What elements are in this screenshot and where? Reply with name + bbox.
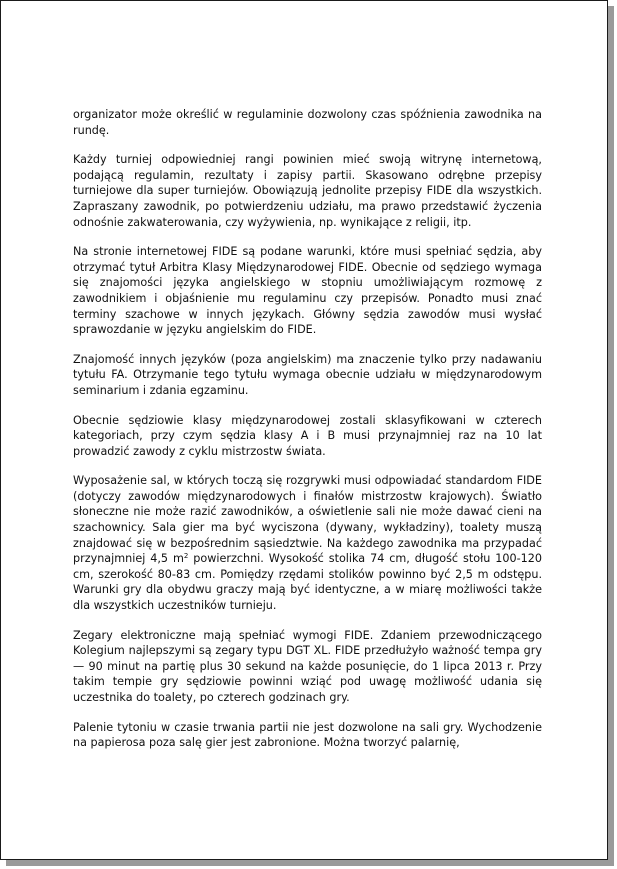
paragraph-tournament-website: Każdy turniej odpowiedniej rangi powinien mieć swoją witrynę internetową, podającą regulamin, rezultaty i zapisy partii. Skasowano odrębne przepisy turniejowe dla super turniejów. Obowiązują jednolite przepisy FIDE dla wszystkich. Zapraszany zawodnik, po potwierdzeniu udziału, ma prawo przedstawić życzenia odnośnie zakwaterowania, czy wyżywienia, np. wynikające z religii, itp.: [73, 153, 542, 229]
paragraph-arbiter-categories: Obecnie sędziowie klasy międzynarodowej zostali sklasyfikowani w czterech kategoriach, przy czym sędzia klasy A i B musi przynajmniej raz na 10 lat prowadzić zawody z cyklu mistrzostw świata.: [73, 413, 542, 458]
paragraph-smoking: Palenie tytoniu w czasie trwania partii nie jest dozwolone na sali gry. Wychodzenie na papierosa poza salę gier jest zabronione. Można tworzyć palarnię,: [73, 720, 542, 750]
area-unit-superscript: 2: [183, 552, 189, 561]
playing-hall-text-after: powierzchni. Wysokość stolika 74 cm, długość stołu 100-120 cm, szerokość 80-83 cm. Pomiędzy rzędami stolików powinno być 2,5 m odstępu. Warunki gry dla obydwu graczy mają być identyczne, a w miarę możliwości także dla wszystkich uczestników turnieju.: [73, 552, 543, 613]
paragraph-playing-hall: [73, 473, 542, 613]
paragraph-late-arrival: organizator może określić w regulaminie dozwolony czas spóźnienia zawodnika na rundę.: [73, 108, 542, 137]
paragraph-clocks: Zegary elektroniczne mają spełniać wymogi FIDE. Zdaniem przewodniczącego Kolegium najlepszymi są zegary typu DGT XL. FIDE przedłużyło ważność tempa gry — 90 minut na partię plus 30 sekund na każde posunięcie, do 1 lipca 2013 r. Przy takim tempie gry sędziowie powinni wziąć pod uwagę możliwość udania się uczestnika do toalety, po czterech godzinach gry.: [73, 628, 542, 704]
document-body: [73, 107, 542, 765]
paragraph-arbiter-requirements: Na stronie internetowej FIDE są podane warunki, które musi spełniać sędzia, aby otrzymać tytuł Arbitra Klasy Międzynarodowej FIDE. Obecnie od sędziego wymaga się znajomości języka angielskiego w stopniu umożliwiającym rozmowę z zawodnikiem i objaśnienie mu regulaminu czy przepisów. Ponadto musi znać terminy szachowe w innych językach. Główny sędzia zawodów musi wysłać sprawozdanie w języku angielskim do FIDE.: [73, 245, 542, 337]
playing-hall-text-before: Wyposażenie sal, w których toczą się rozgrywki musi odpowiadać standardom FIDE (dotyczy zawodów międzynarodowych i finałów mistrzostw krajowych). Światło słoneczne nie może razić zawodników, a oświetlenie sali nie może dawać cieni na szachownicy. Sala gier ma być wyciszona (dywany, wykładziny), toalety muszą znajdować się w bezpośrednim sąsiedztwie. Na każdego zawodnika ma przypadać przynajmniej 4,5 m: [73, 474, 542, 566]
paragraph-languages: Znajomość innych języków (poza angielskim) ma znaczenie tylko przy nadawaniu tytułu FA. Otrzymanie tego tytułu wymaga obecnie udziału w międzynarodowym seminarium i zdania egzaminu.: [73, 352, 542, 397]
